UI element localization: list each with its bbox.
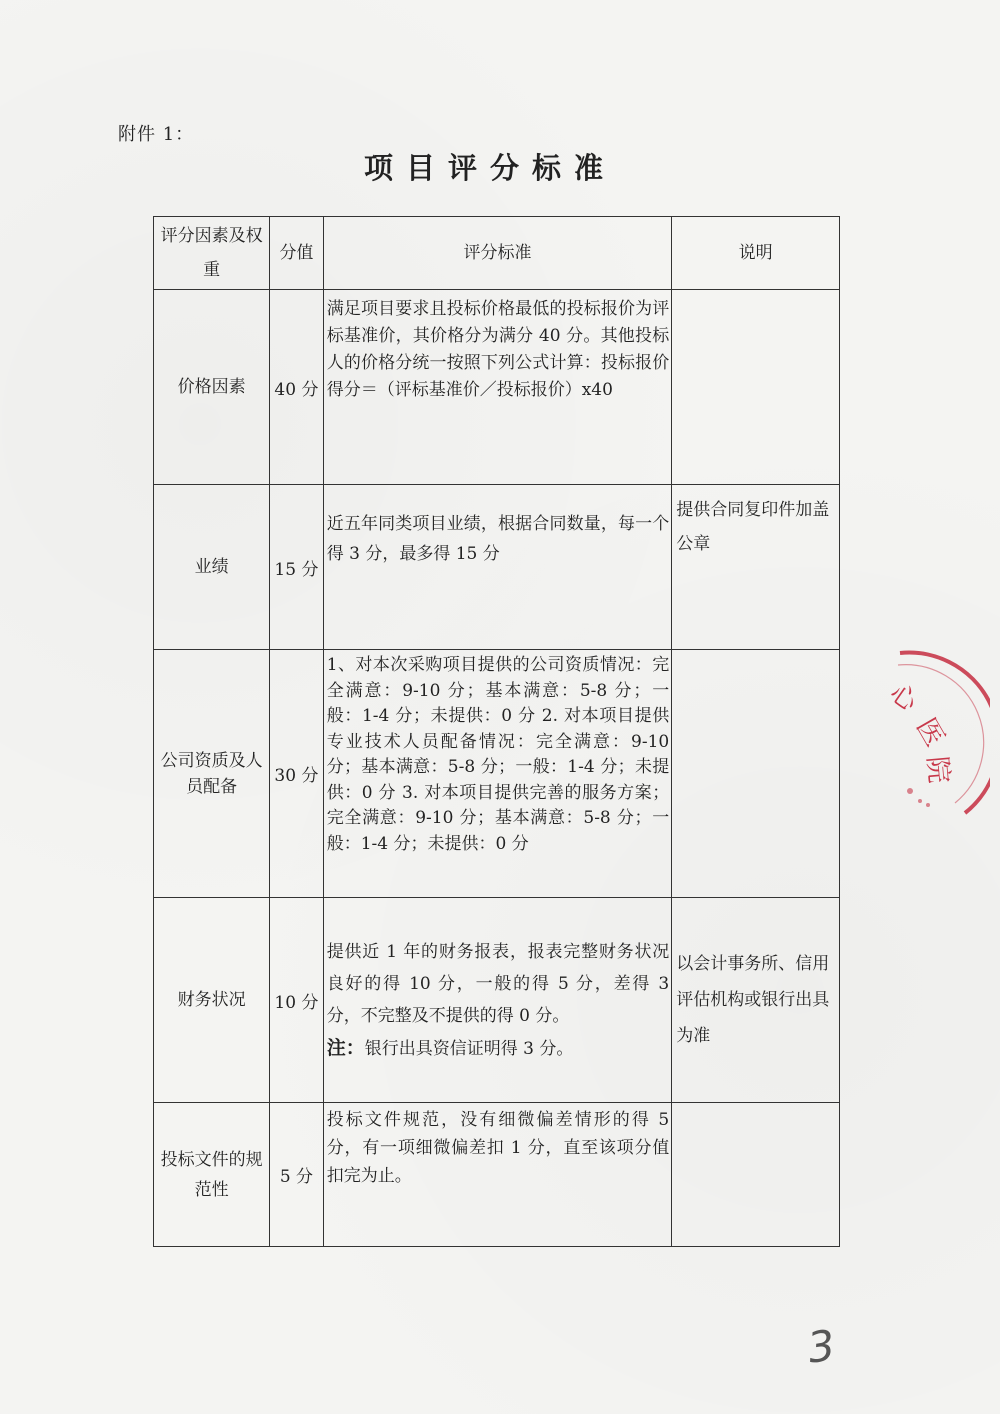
criteria-cell: 1、对本次采购项目提供的公司资质情况：完全满意：9-10 分；基本满意：5-8 分；一般：1-4 分；未提供：0 分 2. 对本项目提供专业技术人员配备情况：完全满意：9-10 分；基本满意：5-8 分；一般：1-4 分；未提供：0 分 3. 对本项目提供完善的服务方案；完全满意：9-10 分；基本满意：5-8 分；一般：1-4 分；未提供：0 分: [323, 650, 672, 898]
table-row: [154, 650, 840, 898]
scoring-table: [153, 216, 840, 1247]
seal-char-3: 院: [921, 754, 955, 785]
note-cell: [672, 1103, 840, 1247]
seal-char-2: 医: [909, 713, 951, 752]
score-cell: 15 分: [270, 485, 324, 650]
header-note: 说明: [672, 217, 840, 290]
score-cell: 40 分: [270, 290, 324, 485]
note-cell: 以会计事务所、信用评估机构或银行出具为准: [672, 898, 840, 1103]
factor-cell: 投标文件的规范性: [154, 1103, 270, 1247]
criteria-text: 提供近 1 年的财务报表，报表完整财务状况良好的得 10 分，一般的得 5 分，差得 3 分，不完整及不提供的得 0 分。: [326, 941, 670, 1026]
table-row: [154, 290, 840, 485]
note-cell: 提供合同复印件加盖公章: [672, 485, 840, 650]
score-cell: 30 分: [270, 650, 324, 898]
criteria-cell: [323, 898, 672, 1103]
criteria-cell: 满足项目要求且投标价格最低的投标报价为评标基准价，其价格分为满分 40 分。其他投标人的价格分统一按照下列公式计算：投标报价得分＝（评标基准价／投标报价）x40: [323, 290, 672, 485]
header-factor: 评分因素及权重: [154, 217, 270, 290]
table-header-row: [154, 217, 840, 290]
table-row: [154, 1103, 840, 1247]
handwritten-page-number: 3: [804, 1320, 839, 1373]
factor-cell: 财务状况: [154, 898, 270, 1103]
table-row: [154, 485, 840, 650]
page-title: 项目评分标准: [363, 151, 616, 185]
attachment-label: 附件 1：: [118, 124, 195, 145]
score-cell: 10 分: [270, 898, 324, 1103]
criteria-cell: 近五年同类项目业绩，根据合同数量，每一个得 3 分，最多得 15 分: [323, 485, 672, 650]
score-cell: 5 分: [270, 1103, 324, 1247]
header-criteria: 评分标准: [323, 217, 672, 290]
note-cell: [672, 290, 840, 485]
factor-cell: 公司资质及人员配备: [154, 650, 270, 898]
factor-cell: 价格因素: [154, 290, 270, 485]
official-seal-stamp: [870, 645, 990, 825]
criteria-cell: 投标文件规范，没有细微偏差情形的得 5 分，有一项细微偏差扣 1 分，直至该项分值扣完为止。: [323, 1103, 672, 1247]
criteria-note-text: 银行出具资信证明得 3 分。: [364, 1038, 574, 1059]
header-score: 分值: [270, 217, 324, 290]
note-cell: [672, 650, 840, 898]
factor-cell: 业绩: [154, 485, 270, 650]
seal-char-1: 心: [883, 678, 923, 718]
table-row: [154, 898, 840, 1103]
criteria-note-label: 注：: [326, 1036, 365, 1059]
